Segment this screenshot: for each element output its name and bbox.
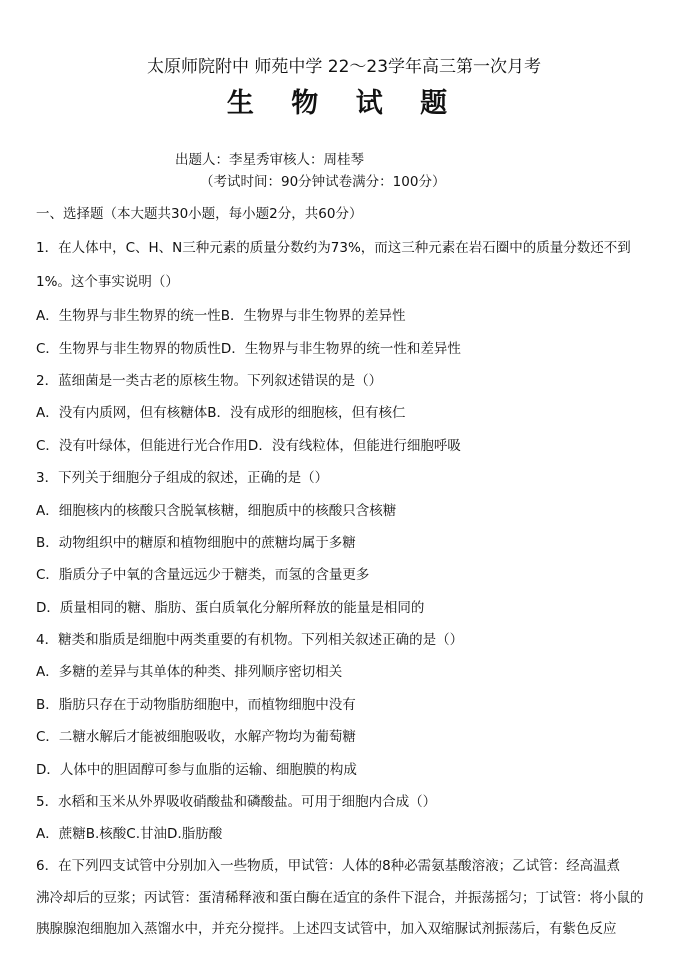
option-line: B．动物组织中的糖原和植物细胞中的蔗糖均属于多糖 (36, 535, 356, 551)
question-line: 沸冷却后的豆浆；丙试管：蛋清稀释液和蛋白酶在适宜的条件下混合，并振荡摇匀；丁试管：将小鼠的 (36, 890, 644, 906)
option-line: A．多糖的差异与其单体的种类、排列顺序密切相关 (36, 664, 343, 680)
option-line: C．脂质分子中氧的含量远远少于糖类，而氢的含量更多 (36, 567, 370, 583)
question-line: 5．水稻和玉米从外界吸收硝酸盐和磷酸盐。可用于细胞内合成（） (36, 794, 437, 810)
question-line: 6．在下列四支试管中分别加入一些物质，甲试管：人体的8种必需氨基酸溶液；乙试管：经高温煮 (36, 858, 621, 874)
option-line: C．没有叶绿体，但能进行光合作用D．没有线粒体，但能进行细胞呼吸 (36, 438, 461, 454)
question-line: 2．蓝细菌是一类古老的原核生物。下列叙述错误的是（） (36, 373, 383, 389)
option-line: D．人体中的胆固醇可参与血脂的运输、细胞膜的构成 (36, 762, 357, 778)
option-line: C．二糖水解后才能被细胞吸收，水解产物均为葡萄糖 (36, 729, 356, 745)
option-line: C．生物界与非生物界的物质性D．生物界与非生物界的统一性和差异性 (36, 341, 461, 357)
page-title: 生 物 试 题 (226, 88, 462, 119)
option-line: A．细胞核内的核酸只含脱氧核糖，细胞质中的核酸只含核糖 (36, 503, 397, 519)
question-line: 1．在人体中，C、H、N三种元素的质量分数约为73%，而这三种元素在岩石圈中的质量分数还不到 (36, 240, 631, 256)
option-line: A．生物界与非生物界的统一性B．生物界与非生物界的差异性 (36, 308, 406, 324)
author-line: 出题人：李星秀审核人：周桂琴 (175, 152, 364, 168)
option-line: D．质量相同的糖、脂肪、蛋白质氧化分解所释放的能量是相同的 (36, 600, 425, 616)
question-line: 3．下列关于细胞分子组成的叙述，正确的是（） (36, 470, 329, 486)
question-line: 1%。这个事实说明（） (36, 274, 179, 290)
section-heading: 一、选择题（本大题共30小题，每小题2分，共60分） (36, 206, 363, 222)
exam-info-line: （考试时间：90分钟试卷满分：100分） (200, 174, 446, 190)
option-line: A．蔗糖B.核酸C.甘油D.脂肪酸 (36, 826, 223, 842)
school-line: 太原师院附中 师苑中学 22～23学年高三第一次月考 (146, 57, 542, 77)
option-line: B．脂肪只存在于动物脂肪细胞中，而植物细胞中没有 (36, 697, 356, 713)
question-line: 胰腺腺泡细胞加入蒸馏水中，并充分搅拌。上述四支试管中，加入双缩脲试剂振荡后，有紫色反应 (36, 921, 617, 937)
option-line: A．没有内质网，但有核糖体B．没有成形的细胞核，但有核仁 (36, 405, 406, 421)
question-line: 4．糖类和脂质是细胞中两类重要的有机物。下列相关叙述正确的是（） (36, 632, 464, 648)
